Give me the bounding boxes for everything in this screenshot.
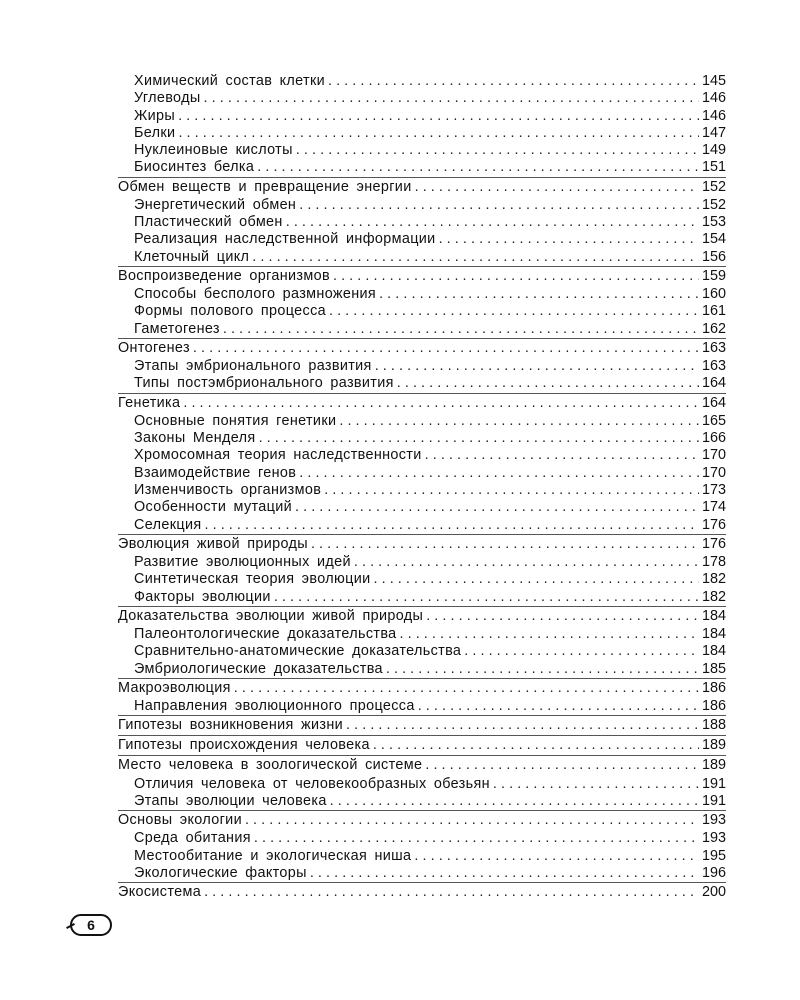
toc-subsection-entry <box>118 430 726 447</box>
toc-subsection-entry <box>118 286 726 303</box>
toc-entry-title: Эмбриологические доказательства <box>134 660 383 677</box>
toc-entry-title: Этапы эмбрионального развития <box>134 358 372 375</box>
dot-leader <box>204 883 699 902</box>
toc-entry-page: 164 <box>701 375 726 392</box>
toc-chapter-entry <box>118 736 726 755</box>
toc-chapter-entry <box>118 178 726 197</box>
dot-leader <box>400 626 699 643</box>
toc-entry-page: 152 <box>701 196 726 213</box>
toc-entry-page: 147 <box>701 124 726 141</box>
dot-leader <box>204 90 699 107</box>
dot-leader <box>379 286 699 303</box>
toc-entry-title: Среда обитания <box>134 830 251 847</box>
toc-subsection-entry <box>118 643 726 660</box>
dot-leader <box>373 736 699 755</box>
toc-chapter-entry <box>118 607 726 626</box>
toc-chapter-entry <box>118 756 726 775</box>
toc-entry-title: Основные понятия генетики <box>134 412 337 429</box>
toc-subsection-entry <box>118 571 726 588</box>
toc-entry-page: 182 <box>701 588 726 605</box>
table-of-contents <box>118 73 726 902</box>
toc-entry-title: Законы Менделя <box>134 430 256 447</box>
toc-chapter-entry <box>118 883 726 902</box>
dot-leader <box>296 142 699 159</box>
dot-leader <box>386 661 699 678</box>
dot-leader <box>295 499 699 516</box>
toc-entry-title: Пластический обмен <box>134 214 283 231</box>
dot-leader <box>205 517 699 534</box>
toc-entry-title: Эволюция живой природы <box>118 535 308 552</box>
dot-leader <box>299 197 699 214</box>
toc-entry-title: Основы экологии <box>118 812 242 829</box>
toc-entry-title: Энергетический обмен <box>134 196 297 213</box>
dot-leader <box>375 358 699 375</box>
toc-entry-title: Типы постэмбрионального развития <box>134 375 394 392</box>
toc-entry-title: Жиры <box>134 107 176 124</box>
toc-entry-page: 154 <box>701 231 726 248</box>
toc-entry-page: 170 <box>701 464 726 481</box>
toc-entry-page: 159 <box>701 268 726 285</box>
toc-entry-page: 165 <box>701 412 726 429</box>
toc-entry-title: Особенности мутаций <box>134 499 293 516</box>
toc-entry-page: 151 <box>701 159 726 176</box>
dot-leader <box>425 756 699 775</box>
dot-leader <box>328 73 699 90</box>
dot-leader <box>493 776 699 793</box>
toc-entry-page: 196 <box>701 864 726 881</box>
dot-leader <box>439 231 699 248</box>
toc-entry-page: 160 <box>701 286 726 303</box>
toc-subsection-entry <box>118 375 726 392</box>
dot-leader <box>425 447 699 464</box>
toc-entry-title: Нуклеиновые кислоты <box>134 142 293 159</box>
toc-subsection-entry <box>118 517 726 534</box>
dot-leader <box>330 793 699 810</box>
toc-entry-page: 189 <box>701 757 726 774</box>
dot-leader <box>223 321 699 338</box>
toc-entry-page: 162 <box>701 320 726 337</box>
toc-subsection-entry <box>118 159 726 176</box>
toc-entry-title: Изменчивость организмов <box>134 482 322 499</box>
toc-subsection-entry <box>118 321 726 338</box>
toc-entry-title: Белки <box>134 124 176 141</box>
toc-subsection-entry <box>118 90 726 107</box>
toc-entry-page: 170 <box>701 447 726 464</box>
toc-subsection-entry <box>118 865 726 882</box>
toc-entry-page: 182 <box>701 571 726 588</box>
toc-entry-title: Палеонтологические доказательства <box>134 625 397 642</box>
dot-leader <box>415 178 699 197</box>
toc-subsection-entry <box>118 465 726 482</box>
toc-entry-page: 174 <box>701 499 726 516</box>
toc-section <box>118 679 726 716</box>
toc-entry-title: Селекция <box>134 516 202 533</box>
toc-entry-page: 176 <box>701 516 726 533</box>
toc-section <box>118 73 726 178</box>
toc-section <box>118 178 726 267</box>
toc-chapter-entry <box>118 716 726 735</box>
toc-entry-title: Хромосомная теория наследственности <box>134 447 422 464</box>
toc-chapter-entry <box>118 394 726 413</box>
dot-leader <box>374 571 699 588</box>
toc-subsection-entry <box>118 626 726 643</box>
toc-chapter-entry <box>118 267 726 286</box>
toc-entry-page: 195 <box>701 847 726 864</box>
toc-entry-page: 166 <box>701 430 726 447</box>
dot-leader <box>274 589 699 606</box>
toc-entry-page: 173 <box>701 482 726 499</box>
toc-subsection-entry <box>118 848 726 865</box>
toc-entry-page: 188 <box>701 717 726 734</box>
toc-entry-page: 178 <box>701 554 726 570</box>
toc-entry-title: Факторы эволюции <box>134 588 271 605</box>
toc-subsection-entry <box>118 231 726 248</box>
toc-entry-title: Развитие эволюционных идей <box>134 554 351 570</box>
toc-subsection-entry <box>118 698 726 715</box>
dot-leader <box>183 394 699 413</box>
dot-leader <box>234 679 699 698</box>
toc-entry-title: Синтетическая теория эволюции <box>134 571 371 588</box>
toc-entry-page: 189 <box>701 737 726 754</box>
toc-entry-title: Способы бесполого размножения <box>134 286 377 303</box>
toc-entry-page: 191 <box>701 775 726 792</box>
toc-subsection-entry <box>118 73 726 90</box>
dot-leader <box>310 865 699 882</box>
dot-leader <box>259 430 699 447</box>
dot-leader <box>324 482 699 499</box>
dot-leader <box>286 214 699 231</box>
toc-entry-page: 161 <box>701 303 726 320</box>
toc-entry-title: Гипотезы происхождения человека <box>118 737 370 754</box>
page-number: 6 <box>87 917 95 933</box>
toc-subsection-entry <box>118 776 726 793</box>
toc-entry-page: 163 <box>701 340 726 357</box>
toc-subsection-entry <box>118 589 726 606</box>
toc-entry-title: Углеводы <box>134 90 201 107</box>
toc-entry-page: 152 <box>701 178 726 195</box>
toc-entry-title: Этапы эволюции человека <box>134 792 327 809</box>
dot-leader <box>254 830 699 847</box>
toc-section <box>118 716 726 736</box>
toc-subsection-entry <box>118 214 726 231</box>
toc-subsection-entry <box>118 249 726 266</box>
dot-leader <box>418 698 699 715</box>
toc-entry-title: Реализация наследственной информации <box>134 231 436 248</box>
dot-leader <box>339 413 699 430</box>
toc-entry-page: 186 <box>701 697 726 714</box>
toc-subsection-entry <box>118 661 726 678</box>
dot-leader <box>414 848 699 865</box>
toc-entry-title: Отличия человека от человекообразных обезьян <box>134 775 490 792</box>
toc-section <box>118 736 726 756</box>
toc-chapter-entry <box>118 679 726 698</box>
toc-subsection-entry <box>118 447 726 464</box>
toc-entry-title: Клеточный цикл <box>134 248 250 265</box>
toc-entry-title: Сравнительно-анатомические доказательства <box>134 643 462 660</box>
toc-entry-page: 164 <box>701 394 726 411</box>
toc-entry-page: 184 <box>701 643 726 660</box>
toc-entry-page: 191 <box>701 792 726 809</box>
toc-entry-title: Экологические факторы <box>134 864 307 881</box>
toc-entry-title: Гипотезы возникновения жизни <box>118 717 344 734</box>
dot-leader <box>178 108 699 125</box>
toc-entry-title: Место человека в зоологической системе <box>118 757 423 774</box>
toc-entry-title: Экосистема <box>118 884 202 901</box>
dot-leader <box>252 249 699 266</box>
toc-entry-title: Доказательства эволюции живой природы <box>118 607 424 624</box>
toc-subsection-entry <box>118 303 726 320</box>
dot-leader <box>257 159 699 176</box>
toc-entry-page: 186 <box>701 679 726 696</box>
dot-leader <box>299 465 699 482</box>
toc-subsection-entry <box>118 142 726 159</box>
toc-subsection-entry <box>118 358 726 375</box>
toc-entry-page: 149 <box>701 142 726 159</box>
page-number-badge <box>70 914 112 936</box>
toc-subsection-entry <box>118 108 726 125</box>
toc-section <box>118 394 726 535</box>
toc-entry-title: Направления эволюционного процесса <box>134 697 415 714</box>
dot-leader <box>193 339 699 358</box>
toc-entry-page: 184 <box>701 607 726 624</box>
dot-leader <box>426 607 699 626</box>
dot-leader <box>311 535 699 554</box>
toc-entry-title: Гаметогенез <box>134 320 220 337</box>
dot-leader <box>333 267 699 286</box>
toc-section <box>118 535 726 607</box>
toc-subsection-entry <box>118 830 726 847</box>
toc-chapter-entry <box>118 535 726 554</box>
toc-entry-page: 200 <box>701 884 726 901</box>
toc-entry-page: 193 <box>701 830 726 847</box>
toc-subsection-entry <box>118 554 726 571</box>
dot-leader <box>464 643 699 660</box>
toc-entry-title: Взаимодействие генов <box>134 464 297 481</box>
toc-entry-page: 193 <box>701 812 726 829</box>
toc-entry-title: Химический состав клетки <box>134 73 325 89</box>
dot-leader <box>346 716 699 735</box>
dot-leader <box>329 303 699 320</box>
toc-entry-title: Местообитание и экологическая ниша <box>134 847 412 864</box>
toc-entry-page: 153 <box>701 214 726 231</box>
toc-entry-title: Онтогенез <box>118 340 190 357</box>
toc-entry-page: 156 <box>701 248 726 265</box>
toc-section <box>118 607 726 679</box>
dot-leader <box>178 125 699 142</box>
toc-subsection-entry <box>118 197 726 214</box>
toc-entry-page: 145 <box>701 73 726 89</box>
toc-entry-title: Формы полового процесса <box>134 303 326 320</box>
toc-chapter-entry <box>118 339 726 358</box>
toc-entry-page: 146 <box>701 90 726 107</box>
toc-entry-title: Обмен веществ и превращение энергии <box>118 178 412 195</box>
toc-entry-title: Макроэволюция <box>118 679 231 696</box>
toc-subsection-entry <box>118 125 726 142</box>
toc-section <box>118 339 726 394</box>
toc-entry-page: 176 <box>701 535 726 552</box>
dot-leader <box>354 554 699 571</box>
toc-section <box>118 883 726 902</box>
toc-entry-page: 185 <box>701 660 726 677</box>
toc-entry-page: 146 <box>701 107 726 124</box>
toc-section <box>118 756 726 811</box>
dot-leader <box>245 811 699 830</box>
toc-section <box>118 811 726 883</box>
toc-entry-page: 163 <box>701 358 726 375</box>
toc-subsection-entry <box>118 482 726 499</box>
toc-subsection-entry <box>118 413 726 430</box>
toc-entry-title: Биосинтез белка <box>134 159 255 176</box>
toc-section <box>118 267 726 339</box>
toc-subsection-entry <box>118 499 726 516</box>
toc-entry-page: 184 <box>701 625 726 642</box>
toc-entry-title: Генетика <box>118 394 181 411</box>
toc-entry-title: Воспроизведение организмов <box>118 268 330 285</box>
toc-subsection-entry <box>118 793 726 810</box>
toc-chapter-entry <box>118 811 726 830</box>
dot-leader <box>397 375 699 392</box>
